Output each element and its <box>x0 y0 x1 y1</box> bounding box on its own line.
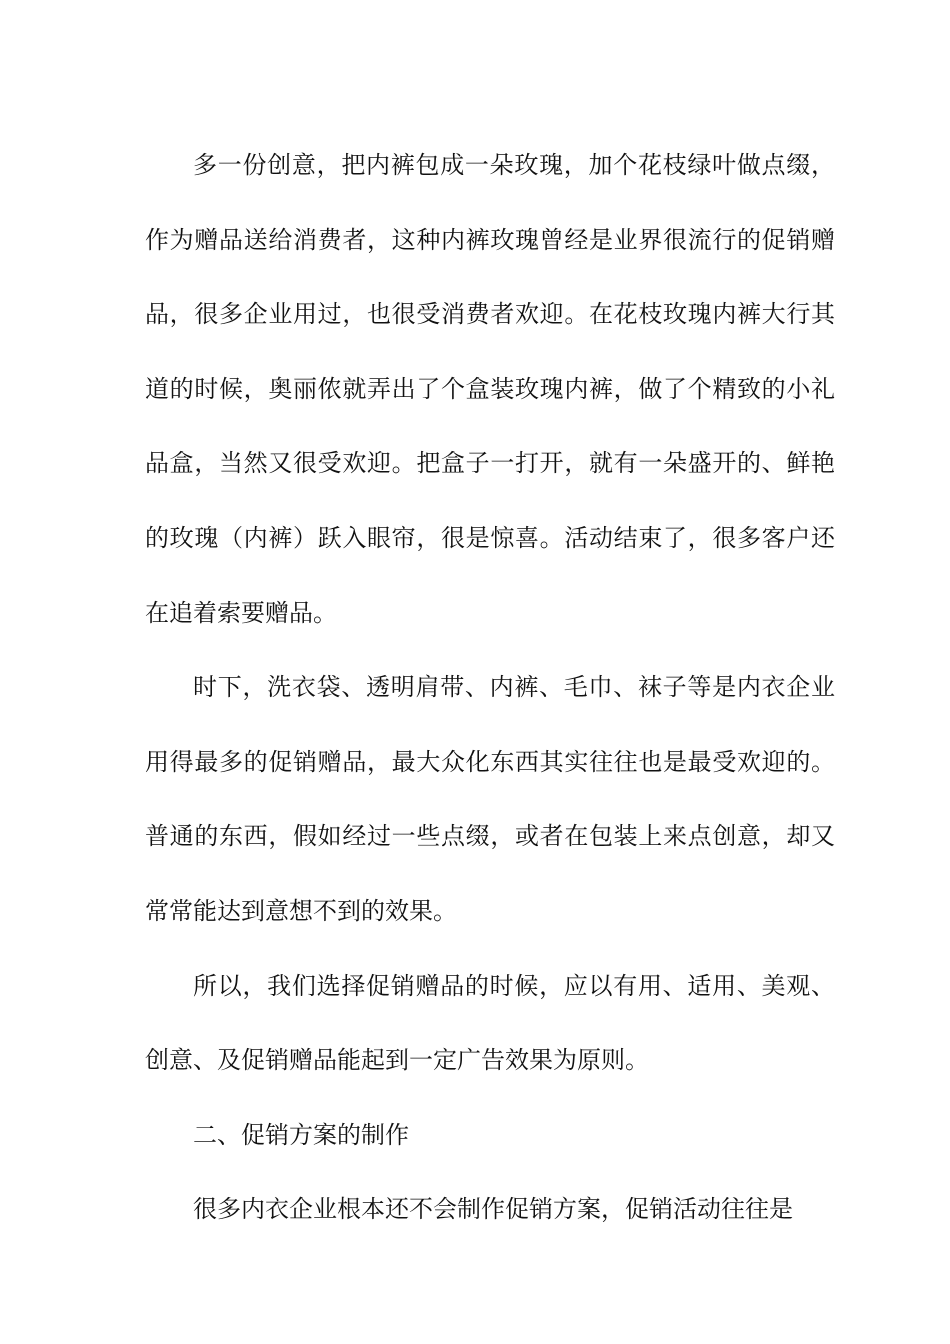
paragraph-gift-rose: 多一份创意，把内裤包成一朵玫瑰，加个花枝绿叶做点缀，作为赠品送给消费者，这种内裤玫瑰曾经是业界很流行的促销赠品，很多企业用过，也很受消费者欢迎。在花枝玫瑰内裤大行其道的时候，奥丽侬就弄出了个盒装玫瑰内裤，做了个精致的小礼品盒，当然又很受欢迎。把盒子一打开，就有一朵盛开的、鲜艳的玫瑰（内裤）跃入眼帘，很是惊喜。活动结束了，很多客户还在追着索要赠品。 <box>145 151 835 627</box>
paragraph-selection-principle: 所以，我们选择促销赠品的时候，应以有用、适用、美观、创意、及促销赠品能起到一定广告效果为原则。 <box>145 971 835 1075</box>
paragraph-promotion-plan: 很多内衣企业根本还不会制作促销方案，促销活动往往是 <box>193 1195 793 1224</box>
section-heading: 二、促销方案的制作 <box>193 1120 409 1149</box>
paragraph-common-gifts: 时下，洗衣袋、透明肩带、内裤、毛巾、袜子等是内衣企业用得最多的促销赠品，最大众化东西其实往往也是最受欢迎的。普通的东西，假如经过一些点缀，或者在包装上来点创意，却又常常能达到意想不到的效果。 <box>145 673 835 925</box>
document-body <box>145 128 835 1247</box>
